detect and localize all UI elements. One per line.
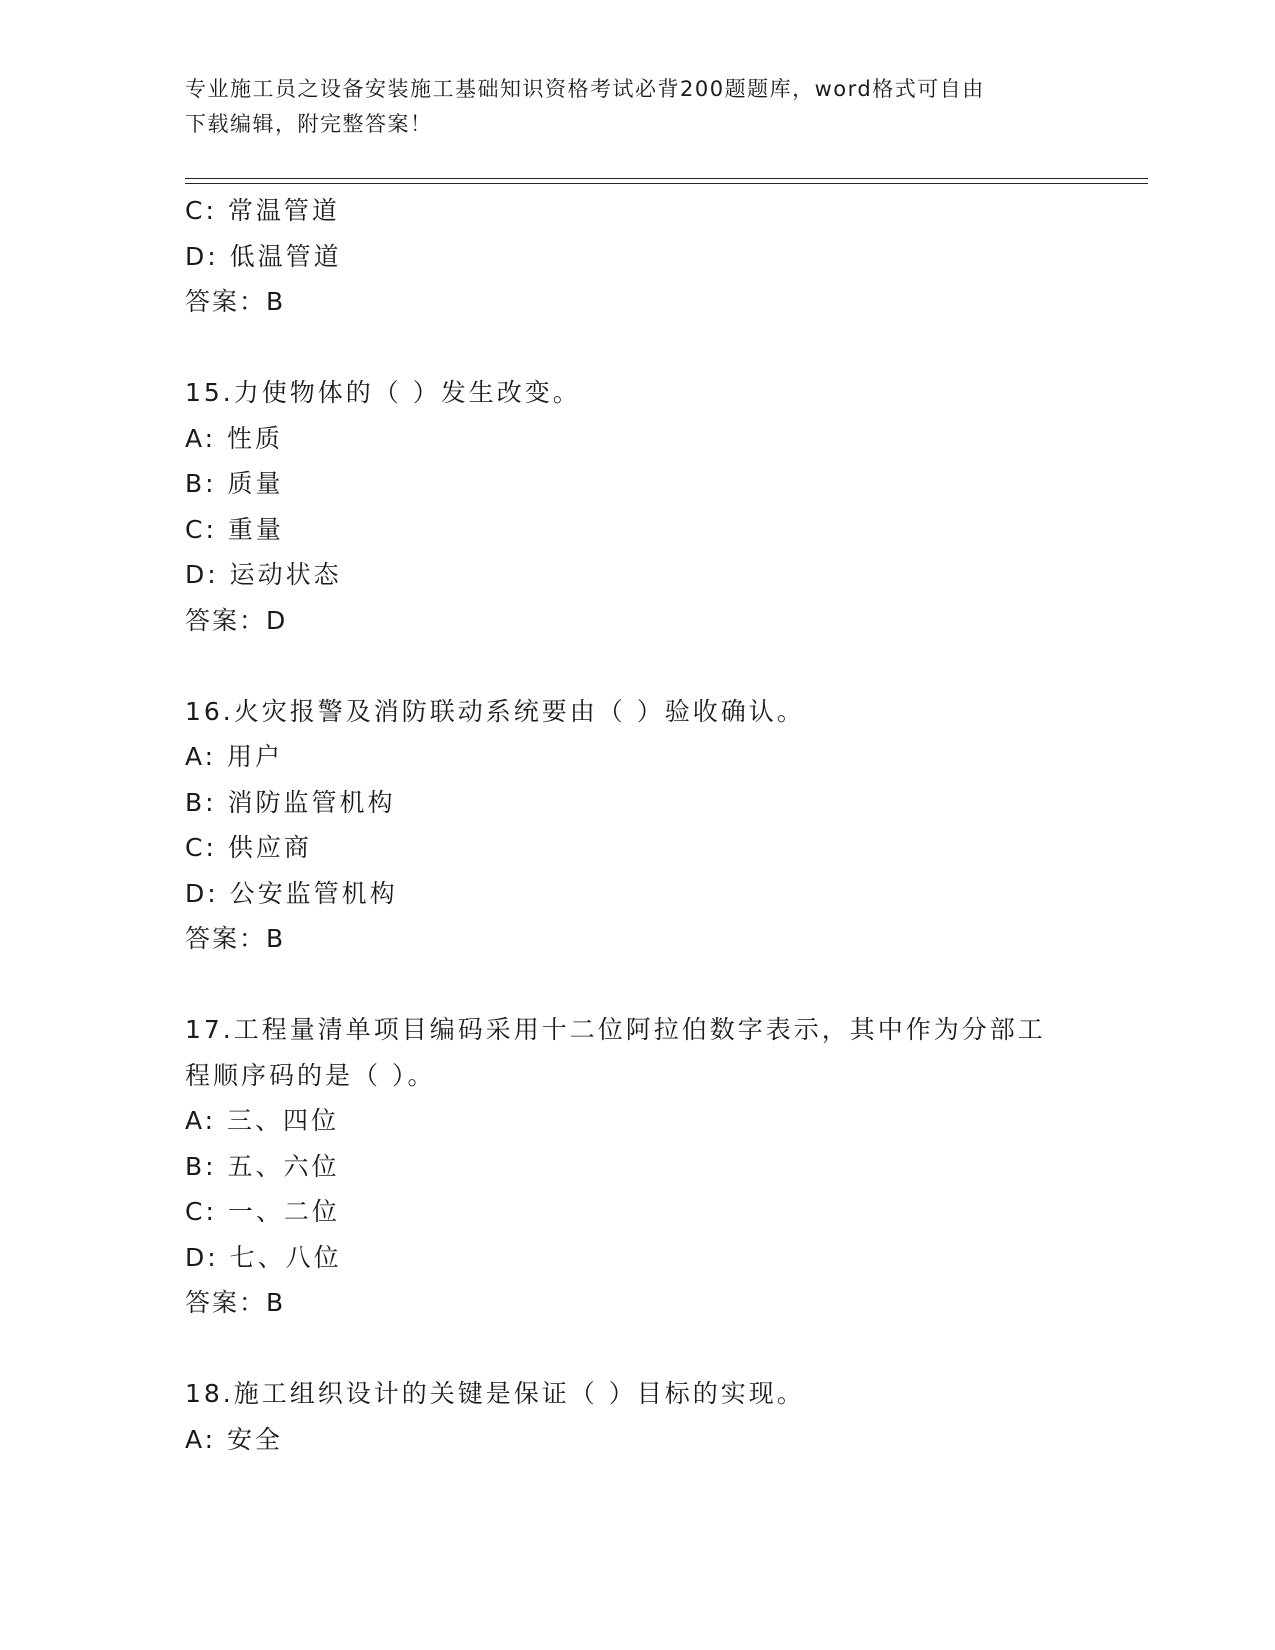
question-15 — [185, 370, 1085, 643]
question-text: 16.火灾报警及消防联动系统要由（ ）验收确认。 — [185, 696, 805, 726]
question-text: 15.力使物体的（ ）发生改变。 — [185, 378, 581, 407]
question-text: 18.施工组织设计的关键是保证（ ）目标的实现。 — [185, 1379, 805, 1408]
option-c: C: 一、二位 — [185, 1197, 340, 1226]
header-rule-bottom — [185, 183, 1148, 184]
answer-line: 答案：B — [185, 924, 286, 953]
option-a: A: 用户 — [185, 742, 284, 771]
option-c: C: 重量 — [185, 514, 284, 544]
option-d: D: 运动状态 — [185, 560, 342, 589]
answer-line: 答案：B — [185, 287, 286, 316]
spacer — [185, 643, 1085, 689]
spacer — [185, 1326, 1085, 1372]
option-a: A: 三、四位 — [185, 1106, 340, 1135]
question-14-continued — [185, 188, 1085, 325]
answer-line: 答案：B — [185, 1288, 286, 1317]
answer-line: 答案：D — [185, 605, 288, 635]
spacer — [185, 325, 1085, 371]
question-text-line-2: 程顺序码的是（ ）。 — [185, 1060, 436, 1090]
option-a: A: 性质 — [185, 423, 284, 453]
spacer — [185, 962, 1085, 1008]
option-d: D: 七、八位 — [185, 1242, 342, 1272]
option-b: B: 质量 — [185, 469, 284, 498]
question-18 — [185, 1371, 1085, 1462]
option-b: B: 消防监管机构 — [185, 787, 396, 817]
option-b: B: 五、六位 — [185, 1151, 340, 1181]
question-list — [185, 188, 1085, 1462]
question-text-line-1: 17.工程量清单项目编码采用十二位阿拉伯数字表示，其中作为分部工 — [185, 1015, 1046, 1044]
option-a: A: 安全 — [185, 1424, 284, 1454]
header-line-2: 下载编辑，附完整答案！ — [185, 112, 433, 136]
option-d: D: 低温管道 — [185, 241, 342, 271]
option-c: C: 常温管道 — [185, 196, 340, 225]
document-header — [185, 72, 1065, 142]
question-16 — [185, 689, 1085, 962]
option-d: D: 公安监管机构 — [185, 878, 398, 908]
option-c: C: 供应商 — [185, 833, 312, 862]
question-17 — [185, 1007, 1085, 1326]
header-rule-top — [185, 178, 1148, 179]
header-line-1: 专业施工员之设备安装施工基础知识资格考试必背200题题库，word格式可自由 — [185, 77, 985, 101]
